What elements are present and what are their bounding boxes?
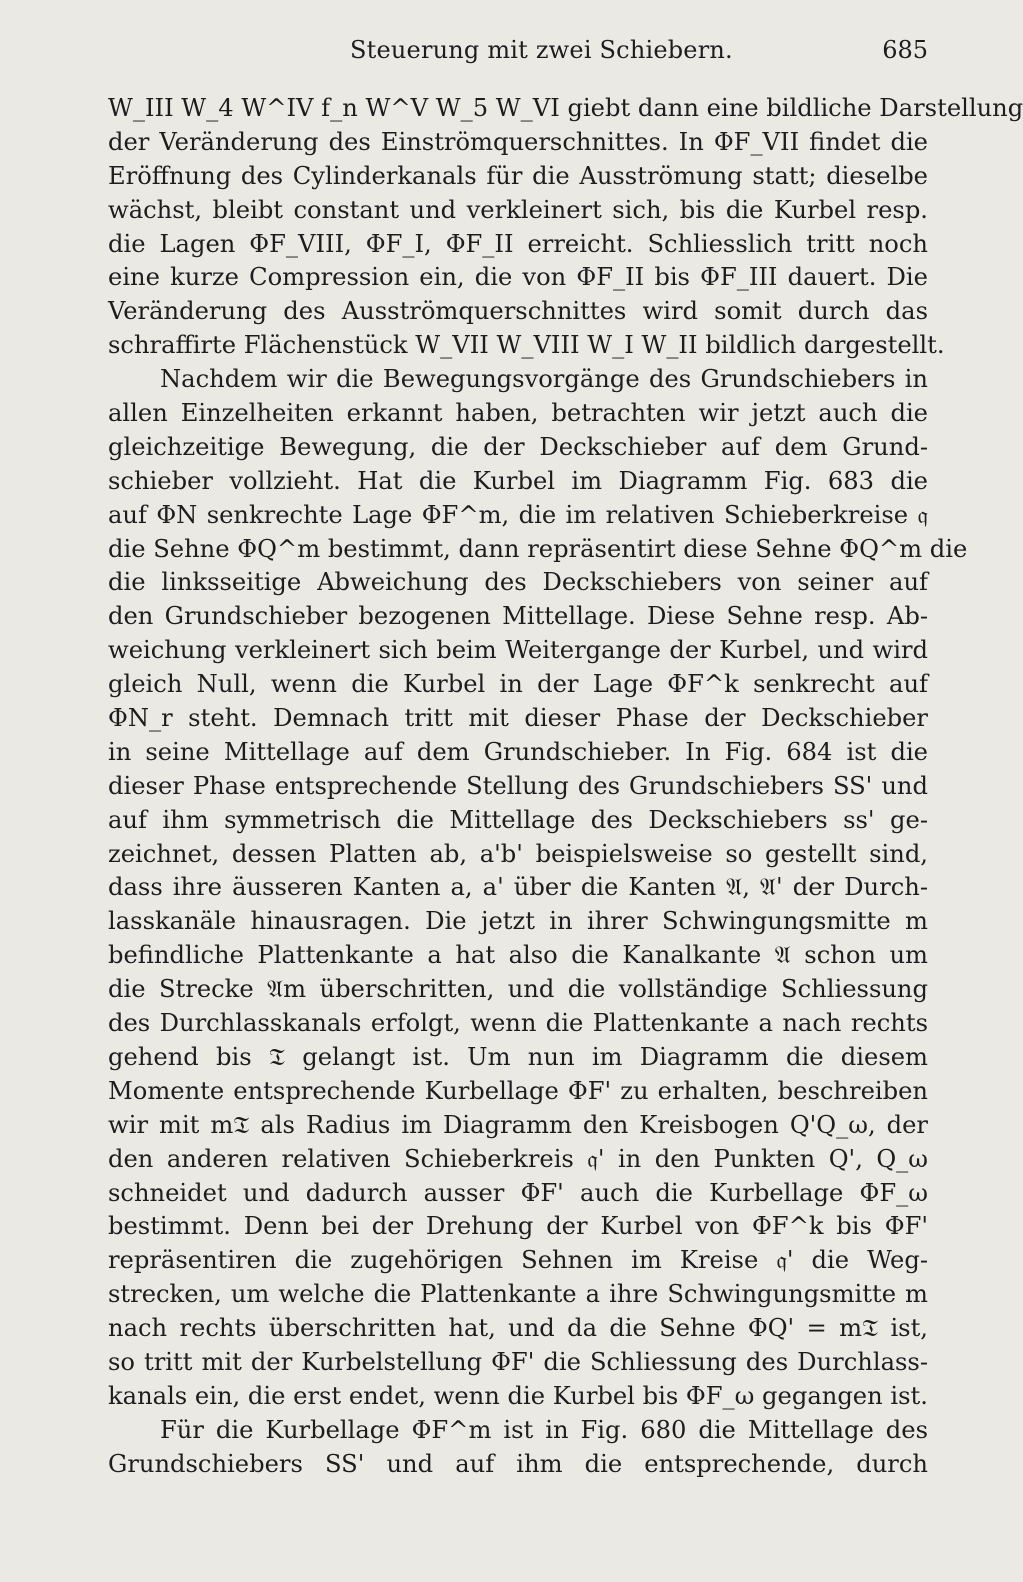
text-line: den anderen relativen Schieberkreis 𝔮' in den Punkten Q', Q_ω: [108, 1144, 928, 1173]
page-number: 685: [882, 36, 928, 64]
text-line: W_III W_4 W^IV f_n W^V W_5 W_VI giebt dann eine bildliche Darstellung: [108, 94, 1023, 122]
text-line: gehend bis 𝔗 gelangt ist. Um nun im Diagramm die diesem: [108, 1042, 928, 1071]
text-line: die linksseitige Abweichung des Deckschiebers von seiner auf: [108, 568, 928, 597]
text-line: allen Einzelheiten erkannt haben, betrachten wir jetzt auch die: [108, 399, 928, 428]
text-line: dieser Phase entsprechende Stellung des Grundschiebers SS' und: [108, 771, 928, 800]
text-line: schieber vollzieht. Hat die Kurbel im Diagramm Fig. 683 die: [108, 466, 928, 495]
text-line: schneidet und dadurch ausser ΦF' auch die Kurbellage ΦF_ω: [108, 1178, 928, 1207]
text-line: ΦN_r steht. Demnach tritt mit dieser Phase der Deckschieber: [108, 704, 928, 733]
text-line: Momente entsprechende Kurbellage ΦF' zu erhalten, beschreiben: [108, 1076, 928, 1105]
text-line: Nachdem wir die Bewegungsvorgänge des Grundschiebers in: [160, 365, 928, 394]
text-line: in seine Mittellage auf dem Grundschieber. In Fig. 684 ist die: [108, 737, 928, 766]
text-line: zeichnet, dessen Platten ab, a'b' beispielsweise so gestellt sind,: [108, 839, 928, 868]
text-line: die Sehne ΦQ^m bestimmt, dann repräsentirt diese Sehne ΦQ^m die: [108, 534, 968, 563]
text-line: gleichzeitige Bewegung, die der Deckschieber auf dem Grund-: [108, 432, 928, 461]
text-line: wächst, bleibt constant und verkleinert sich, bis die Kurbel resp.: [108, 195, 928, 224]
text-line: repräsentiren die zugehörigen Sehnen im Kreise 𝔮' die Weg-: [108, 1246, 928, 1275]
text-line: der Veränderung des Einströmquerschnittes. In ΦF_VII findet die: [108, 127, 928, 156]
text-line: auf ihm symmetrisch die Mittellage des Deckschiebers ss' ge-: [108, 805, 928, 834]
text-line: auf ΦN senkrechte Lage ΦF^m, die im relativen Schieberkreise 𝔮: [108, 500, 928, 529]
text-line: Grundschiebers SS' und auf ihm die entsprechende, durch: [108, 1449, 928, 1478]
page-header: [108, 36, 928, 76]
text-line: lasskanäle hinausragen. Die jetzt in ihrer Schwingungsmitte m: [108, 907, 928, 936]
text-line: eine kurze Compression ein, die von ΦF_II bis ΦF_III dauert. Die: [108, 263, 928, 292]
running-head: Steuerung mit zwei Schiebern.: [350, 36, 733, 64]
text-line: die Strecke 𝔄m überschritten, und die vollständige Schliessung: [108, 975, 928, 1004]
text-line: weichung verkleinert sich beim Weitergange der Kurbel, und wird: [108, 636, 928, 665]
text-line: nach rechts überschritten hat, und da die Sehne ΦQ' = m𝔗 ist,: [108, 1314, 928, 1343]
text-line: Veränderung des Ausströmquerschnittes wird somit durch das: [108, 297, 928, 326]
body-text: [108, 92, 1023, 1482]
text-line: so tritt mit der Kurbelstellung ΦF' die Schliessung des Durchlass-: [108, 1347, 928, 1376]
text-line: die Lagen ΦF_VIII, ΦF_I, ΦF_II erreicht. Schliesslich tritt noch: [108, 229, 928, 258]
text-line: dass ihre äusseren Kanten a, a' über die Kanten 𝔄, 𝔄' der Durch-: [108, 873, 928, 902]
text-line: Für die Kurbellage ΦF^m ist in Fig. 680 die Mittellage des: [160, 1415, 928, 1444]
text-line: wir mit m𝔗 als Radius im Diagramm den Kreisbogen Q'Q_ω, der: [108, 1110, 928, 1139]
text-line: befindliche Plattenkante a hat also die Kanalkante 𝔄 schon um: [108, 941, 928, 970]
text-line: des Durchlasskanals erfolgt, wenn die Plattenkante a nach rechts: [108, 1009, 928, 1038]
text-line: den Grundschieber bezogenen Mittellage. Diese Sehne resp. Ab-: [108, 602, 928, 631]
text-line: kanals ein, die erst endet, wenn die Kurbel bis ΦF_ω gegangen ist.: [108, 1381, 928, 1410]
text-line: gleich Null, wenn die Kurbel in der Lage ΦF^k senkrecht auf: [108, 670, 928, 699]
text-line: bestimmt. Denn bei der Drehung der Kurbel von ΦF^k bis ΦF': [108, 1212, 928, 1241]
text-line: Eröffnung des Cylinderkanals für die Ausströmung statt; dieselbe: [108, 161, 928, 190]
text-line: strecken, um welche die Plattenkante a ihre Schwingungsmitte m: [108, 1280, 928, 1309]
text-line: schraffirte Flächenstück W_VII W_VIII W_I W_II bildlich dargestellt.: [108, 331, 945, 360]
